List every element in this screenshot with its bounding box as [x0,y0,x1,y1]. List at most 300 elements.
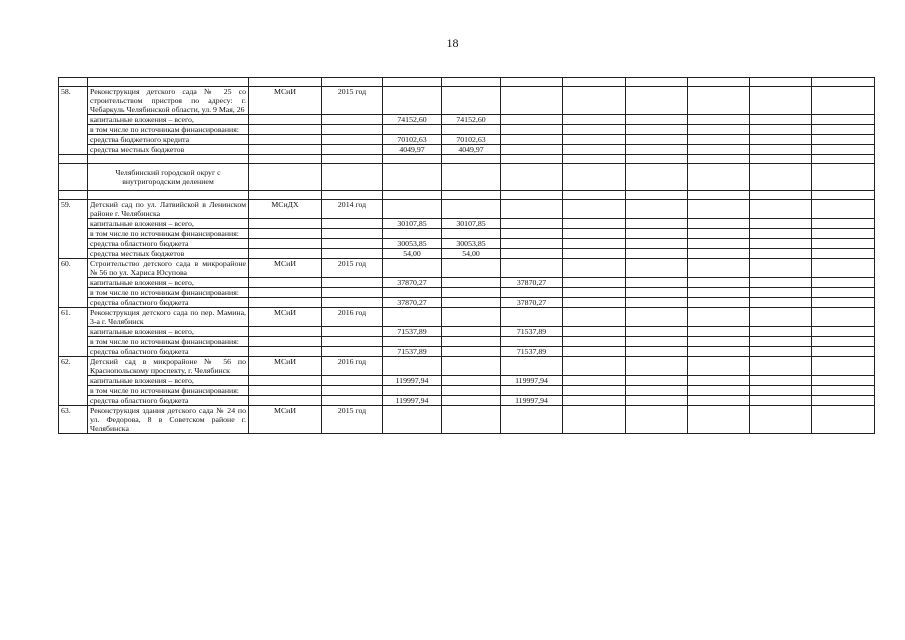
funding-label: средства областного бюджета [88,396,249,406]
empty-cell [626,239,688,249]
empty-cell [812,125,875,135]
empty-cell [626,337,688,347]
amount-total: 37870,27 [383,278,442,288]
amount-total [383,125,442,135]
empty-cell [812,357,875,376]
empty-cell [249,125,322,135]
empty-cell [812,396,875,406]
funding-label: средства местных бюджетов [88,145,249,155]
empty-cell [750,155,812,164]
amount-year-1 [442,396,501,406]
funding-row [59,386,875,396]
empty-cell [688,145,750,155]
amount-year-1: 70102,63 [442,135,501,145]
empty-cell [750,229,812,239]
empty-cell [563,288,626,298]
amount-total: 119997,94 [383,396,442,406]
empty-cell [750,200,812,219]
empty-cell [688,337,750,347]
empty-cell [59,155,88,164]
empty-cell [563,249,626,259]
project-title: Детский сад по ул. Латвийской в Ленинском районе г. Челябинска [88,200,249,219]
funding-label: средства местных бюджетов [88,249,249,259]
empty-cell [501,164,563,191]
project-customer: МСиДХ [249,200,322,219]
empty-cell [249,249,322,259]
empty-cell [501,406,563,434]
empty-cell [812,249,875,259]
amount-year-2 [501,249,563,259]
amount-total [383,337,442,347]
funding-label: капитальные вложения – всего, [88,278,249,288]
empty-cell [59,191,88,200]
empty-cell [812,219,875,229]
funding-label: капитальные вложения – всего, [88,327,249,337]
empty-cell [812,87,875,115]
empty-cell [322,135,383,145]
empty-cell [249,337,322,347]
funding-label: в том числе по источникам финансирования: [88,337,249,347]
empty-cell [383,406,442,434]
empty-cell [626,357,688,376]
funding-row [59,219,875,229]
funding-label: средства областного бюджета [88,239,249,249]
project-title: Реконструкция здания детского сада № 24 по ул. Федорова, 8 в Советском районе г. Челябинска [88,406,249,434]
amount-year-1: 30107,85 [442,219,501,229]
empty-cell [750,327,812,337]
project-customer: МСиИ [249,87,322,115]
empty-cell [812,115,875,125]
empty-cell [563,115,626,125]
empty-cell [322,376,383,386]
empty-cell [812,288,875,298]
empty-cell [688,278,750,288]
project-customer: МСиИ [249,406,322,434]
empty-cell [626,135,688,145]
amount-year-2 [501,386,563,396]
amount-year-2: 37870,27 [501,298,563,308]
table-body [59,78,875,434]
empty-cell [688,347,750,357]
empty-cell [812,155,875,164]
funding-row [59,125,875,135]
amount-year-2 [501,337,563,347]
amount-year-2 [501,288,563,298]
empty-cell [750,191,812,200]
empty-cell [750,145,812,155]
empty-cell [442,259,501,278]
empty-cell [563,357,626,376]
empty-cell [249,219,322,229]
amount-year-1 [442,337,501,347]
empty-cell [563,337,626,347]
empty-cell [750,396,812,406]
project-row [59,87,875,115]
empty-cell [383,191,442,200]
empty-cell [688,200,750,219]
empty-cell [249,386,322,396]
amount-year-1 [442,125,501,135]
empty-cell [563,191,626,200]
empty-cell [383,308,442,327]
empty-cell [249,396,322,406]
amount-total [383,229,442,239]
project-row [59,308,875,327]
empty-cell [688,155,750,164]
funding-row [59,115,875,125]
empty-cell [249,327,322,337]
amount-year-2 [501,229,563,239]
empty-cell [563,164,626,191]
empty-cell [322,125,383,135]
amount-year-1: 30053,85 [442,239,501,249]
empty-cell [812,259,875,278]
empty-cell [563,87,626,115]
empty-cell [322,239,383,249]
project-row [59,406,875,434]
empty-cell [322,347,383,357]
funding-label: капитальные вложения – всего, [88,376,249,386]
empty-cell [442,200,501,219]
empty-cell [88,155,249,164]
project-number: 60. [59,259,88,308]
empty-cell [322,298,383,308]
empty-cell [750,125,812,135]
section-heading: Челябинский городской округ с внутригородским делением [88,164,249,191]
empty-cell [626,249,688,259]
empty-cell [563,376,626,386]
empty-cell [626,386,688,396]
amount-year-2: 71537,89 [501,327,563,337]
empty-cell [249,229,322,239]
empty-cell [626,115,688,125]
empty-cell [750,347,812,357]
empty-cell [322,327,383,337]
funding-label: в том числе по источникам финансирования: [88,229,249,239]
empty-cell [688,376,750,386]
empty-cell [688,239,750,249]
empty-cell [688,191,750,200]
empty-cell [626,145,688,155]
empty-cell [322,191,383,200]
empty-cell [249,155,322,164]
amount-total: 119997,94 [383,376,442,386]
project-title: Строительство детского сада в микрорайоне № 56 по ул. Хариса Юсупова [88,259,249,278]
empty-cell [563,239,626,249]
empty-cell [688,396,750,406]
empty-cell [249,164,322,191]
empty-cell [322,115,383,125]
funding-row [59,376,875,386]
empty-cell [812,298,875,308]
empty-cell [383,155,442,164]
empty-cell [812,347,875,357]
empty-cell [688,386,750,396]
funding-label: в том числе по источникам финансирования: [88,386,249,396]
empty-cell [750,115,812,125]
empty-cell [688,125,750,135]
investment-table [58,77,875,434]
empty-cell [812,135,875,145]
empty-cell [249,278,322,288]
amount-year-1 [442,288,501,298]
empty-cell [249,115,322,125]
project-row [59,357,875,376]
amount-year-1 [442,347,501,357]
amount-year-1: 54,00 [442,249,501,259]
empty-cell [750,219,812,229]
empty-cell [383,200,442,219]
empty-cell [626,298,688,308]
empty-cell [812,191,875,200]
empty-cell [249,145,322,155]
amount-year-2 [501,219,563,229]
empty-cell [688,308,750,327]
project-year: 2015 год [322,259,383,278]
project-number: 63. [59,406,88,434]
empty-cell [501,357,563,376]
empty-cell [442,308,501,327]
project-number: 61. [59,308,88,357]
project-year: 2015 год [322,87,383,115]
project-customer: МСиИ [249,357,322,376]
empty-cell [322,229,383,239]
empty-cell [750,376,812,386]
empty-cell [688,288,750,298]
table-top-row [59,78,875,87]
funding-label: в том числе по источникам финансирования: [88,125,249,135]
empty-cell [442,406,501,434]
empty-cell [812,145,875,155]
empty-cell [563,327,626,337]
empty-cell [249,376,322,386]
project-title: Реконструкция детского сада № 25 со строительством пристроя по адресу: г. Чебаркуль Челябинской области, ул. 9 Мая, 26 [88,87,249,115]
empty-cell [812,164,875,191]
empty-cell [563,278,626,288]
empty-cell [563,298,626,308]
empty-cell [626,259,688,278]
empty-cell [563,219,626,229]
empty-cell [812,386,875,396]
empty-cell [812,337,875,347]
empty-cell [501,191,563,200]
empty-cell [812,406,875,434]
project-year: 2016 год [322,308,383,327]
empty-cell [750,259,812,278]
empty-cell [688,357,750,376]
funding-row [59,229,875,239]
empty-cell [501,308,563,327]
amount-year-1 [442,386,501,396]
empty-cell [626,164,688,191]
amount-year-2: 37870,27 [501,278,563,288]
amount-total: 70102,63 [383,135,442,145]
empty-cell [812,239,875,249]
funding-row [59,337,875,347]
empty-cell [563,145,626,155]
amount-total [383,386,442,396]
empty-cell [563,386,626,396]
amount-year-2: 119997,94 [501,376,563,386]
funding-label: средства бюджетного кредита [88,135,249,145]
empty-cell [626,125,688,135]
empty-cell [812,308,875,327]
empty-cell [442,357,501,376]
amount-total [383,288,442,298]
empty-cell [322,145,383,155]
empty-cell [322,288,383,298]
page-number: 18 [446,36,459,50]
amount-year-2 [501,239,563,249]
empty-cell [563,125,626,135]
empty-cell [322,249,383,259]
project-row [59,200,875,219]
empty-cell [812,376,875,386]
empty-cell [501,259,563,278]
amount-year-1: 4049,97 [442,145,501,155]
empty-cell [750,337,812,347]
empty-cell [249,191,322,200]
amount-total: 37870,27 [383,298,442,308]
empty-cell [249,347,322,357]
funding-row [59,298,875,308]
empty-cell [59,164,88,191]
empty-cell [322,337,383,347]
empty-cell [322,396,383,406]
empty-cell [750,135,812,145]
empty-cell [626,278,688,288]
empty-cell [626,288,688,298]
section-row [59,164,875,191]
empty-cell [88,191,249,200]
empty-cell [750,239,812,249]
amount-year-1 [442,278,501,288]
empty-cell [249,135,322,145]
amount-year-1 [442,327,501,337]
empty-cell [626,87,688,115]
amount-total: 71537,89 [383,327,442,337]
amount-year-1 [442,298,501,308]
empty-cell [442,191,501,200]
empty-cell [626,308,688,327]
empty-cell [812,278,875,288]
empty-cell [750,288,812,298]
project-customer: МСиИ [249,259,322,278]
empty-cell [750,386,812,396]
empty-cell [688,229,750,239]
amount-year-2 [501,135,563,145]
amount-year-2: 71537,89 [501,347,563,357]
empty-cell [442,164,501,191]
empty-cell [563,200,626,219]
funding-row [59,278,875,288]
empty-cell [563,135,626,145]
funding-row [59,249,875,259]
amount-total: 4049,97 [383,145,442,155]
empty-cell [626,219,688,229]
funding-label: средства областного бюджета [88,347,249,357]
empty-cell [750,249,812,259]
project-number: 62. [59,357,88,406]
empty-cell [812,200,875,219]
empty-cell [322,155,383,164]
empty-cell [249,298,322,308]
empty-cell [626,376,688,386]
empty-cell [750,164,812,191]
empty-cell [688,259,750,278]
amount-total: 30053,85 [383,239,442,249]
project-year: 2016 год [322,357,383,376]
empty-cell [626,347,688,357]
amount-total: 71537,89 [383,347,442,357]
amount-year-2 [501,115,563,125]
empty-cell [626,191,688,200]
funding-row [59,239,875,249]
empty-cell [501,87,563,115]
amount-year-1: 74152,60 [442,115,501,125]
empty-cell [626,200,688,219]
empty-cell [688,249,750,259]
empty-cell [501,200,563,219]
empty-cell [626,396,688,406]
empty-cell [750,357,812,376]
empty-cell [383,87,442,115]
funding-row [59,396,875,406]
funding-label: капитальные вложения – всего, [88,115,249,125]
empty-cell [688,327,750,337]
funding-row [59,347,875,357]
separator-row [59,155,875,164]
amount-total: 30107,85 [383,219,442,229]
empty-cell [563,347,626,357]
empty-cell [626,229,688,239]
empty-cell [750,87,812,115]
empty-cell [322,219,383,229]
empty-cell [688,164,750,191]
empty-cell [750,406,812,434]
funding-label: средства областного бюджета [88,298,249,308]
amount-year-2 [501,125,563,135]
empty-cell [322,164,383,191]
empty-cell [688,298,750,308]
empty-cell [812,229,875,239]
empty-cell [563,396,626,406]
amount-year-1 [442,376,501,386]
empty-cell [442,155,501,164]
empty-cell [249,239,322,249]
empty-cell [750,278,812,288]
empty-cell [688,115,750,125]
empty-cell [383,259,442,278]
empty-cell [563,229,626,239]
empty-cell [688,219,750,229]
empty-cell [688,135,750,145]
funding-row [59,135,875,145]
empty-cell [626,327,688,337]
empty-cell [563,308,626,327]
empty-cell [249,288,322,298]
empty-cell [626,155,688,164]
funding-label: капитальные вложения – всего, [88,219,249,229]
funding-row [59,288,875,298]
funding-label: в том числе по источникам финансирования: [88,288,249,298]
empty-cell [563,259,626,278]
funding-row [59,327,875,337]
empty-cell [750,308,812,327]
amount-total: 54,00 [383,249,442,259]
separator-row [59,191,875,200]
empty-cell [688,406,750,434]
